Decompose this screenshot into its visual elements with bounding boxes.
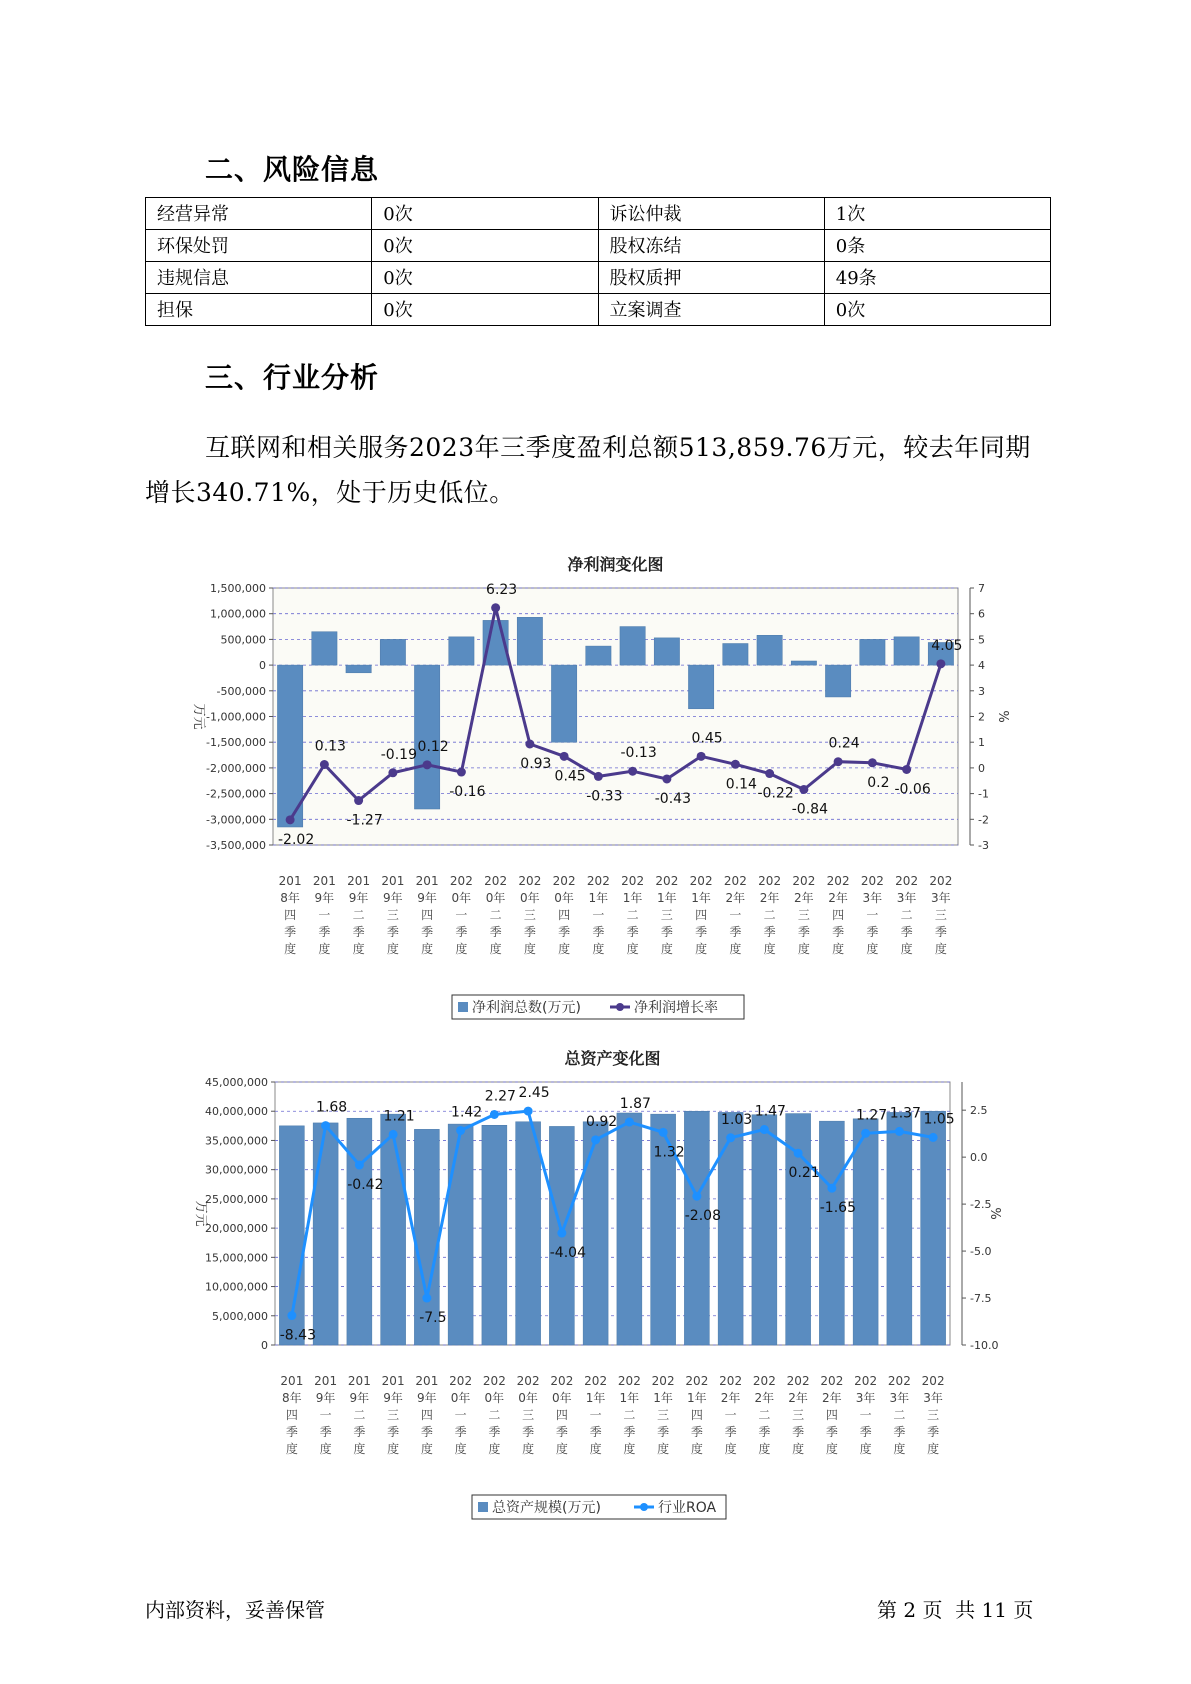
x-tick-label: 202 1年二季度 bbox=[617, 1374, 641, 1456]
chart-title: 总资产变化图 bbox=[564, 1049, 661, 1068]
y-tick-label: 0 bbox=[259, 659, 266, 673]
line-point bbox=[760, 1125, 769, 1134]
data-label: 1.32 bbox=[653, 1144, 685, 1161]
x-tick-label: 201 9年四季度 bbox=[415, 874, 439, 956]
x-tick-label: 202 0年二季度 bbox=[484, 874, 508, 956]
bar bbox=[684, 1111, 709, 1345]
data-label: -0.42 bbox=[347, 1177, 384, 1194]
risk-table-row bbox=[146, 230, 1051, 262]
y2-tick-label: 6 bbox=[978, 607, 985, 621]
bar bbox=[517, 617, 542, 665]
data-label: 0.21 bbox=[788, 1165, 820, 1182]
y-tick-label: 30,000,000 bbox=[205, 1163, 268, 1177]
data-label: -2.02 bbox=[278, 831, 315, 848]
bar bbox=[688, 665, 713, 709]
bar bbox=[887, 1112, 912, 1345]
section-3-title: 三、行业分析 bbox=[205, 361, 380, 394]
x-tick-label: 202 0年一季度 bbox=[449, 1374, 473, 1456]
line-point bbox=[388, 768, 397, 777]
data-label: 0.14 bbox=[725, 776, 757, 793]
y2-axis-label: % bbox=[995, 710, 1010, 723]
x-tick-label: 202 1年三季度 bbox=[651, 1374, 675, 1456]
bar bbox=[346, 665, 371, 673]
bar bbox=[583, 1122, 608, 1345]
x-tick-label: 201 9年三季度 bbox=[381, 874, 405, 956]
data-label: 1.37 bbox=[889, 1105, 921, 1122]
data-label: 1.42 bbox=[451, 1104, 483, 1121]
data-label: -0.19 bbox=[380, 746, 417, 763]
bar bbox=[449, 637, 474, 665]
line-point bbox=[827, 1184, 836, 1193]
bar bbox=[825, 665, 850, 697]
legend-line-label: 净利润增长率 bbox=[634, 1000, 718, 1016]
line-point bbox=[490, 1110, 499, 1119]
x-tick-label: 202 0年四季度 bbox=[550, 1374, 574, 1456]
footer-page-number: 第 2 页 共 11 页 bbox=[877, 1598, 1034, 1622]
data-label: -0.06 bbox=[894, 781, 931, 798]
legend-bar-swatch bbox=[458, 1002, 468, 1012]
y-tick-label: -2,000,000 bbox=[206, 761, 266, 775]
x-tick-label: 202 1年四季度 bbox=[685, 1374, 709, 1456]
y2-tick-label: 1 bbox=[978, 736, 985, 750]
data-label: 0.12 bbox=[417, 738, 449, 755]
data-label: 0.24 bbox=[828, 735, 860, 752]
line-point bbox=[834, 757, 843, 766]
x-tick-label: 202 1年三季度 bbox=[655, 874, 679, 956]
bar bbox=[313, 1123, 338, 1345]
bar bbox=[380, 639, 405, 665]
risk-label: 违规信息 bbox=[146, 262, 372, 294]
risk-value: 0次 bbox=[824, 294, 1050, 326]
legend-bar-label: 净利润总数(万元) bbox=[472, 1000, 581, 1016]
risk-label: 诉讼仲裁 bbox=[598, 198, 824, 230]
line-point bbox=[422, 1294, 431, 1303]
data-label: -2.08 bbox=[684, 1208, 721, 1225]
data-label: -0.22 bbox=[757, 785, 794, 802]
x-tick-label: 202 0年三季度 bbox=[516, 1374, 540, 1456]
y-tick-label: -1,500,000 bbox=[206, 736, 266, 750]
x-tick-label: 202 3年二季度 bbox=[887, 1374, 911, 1456]
net-profit-chart bbox=[0, 540, 1191, 1016]
line-point bbox=[902, 765, 911, 774]
bar bbox=[620, 627, 645, 666]
line-point bbox=[794, 1149, 803, 1158]
x-tick-label: 201 9年一季度 bbox=[314, 1374, 338, 1456]
line-point bbox=[868, 758, 877, 767]
bar bbox=[921, 1111, 946, 1345]
risk-value: 0次 bbox=[372, 262, 598, 294]
bar bbox=[448, 1124, 473, 1345]
y2-tick-label: 7 bbox=[978, 582, 985, 595]
line-point bbox=[423, 760, 432, 769]
y-tick-label: 5,000,000 bbox=[212, 1309, 268, 1323]
bar bbox=[718, 1112, 743, 1345]
x-tick-label: 202 0年一季度 bbox=[449, 874, 473, 956]
bar bbox=[723, 644, 748, 666]
data-label: -0.43 bbox=[654, 790, 691, 807]
x-tick-label: 202 1年四季度 bbox=[689, 874, 713, 956]
y-tick-label: 0 bbox=[261, 1339, 268, 1352]
data-label: 1.21 bbox=[383, 1108, 415, 1125]
total-assets-chart bbox=[0, 1045, 1191, 1516]
risk-value: 1次 bbox=[824, 198, 1050, 230]
data-label: -1.65 bbox=[819, 1200, 856, 1217]
y-tick-label: 1,000,000 bbox=[210, 607, 266, 621]
line-point bbox=[726, 1133, 735, 1142]
x-tick-label: 202 1年二季度 bbox=[621, 874, 645, 956]
y-tick-label: 40,000,000 bbox=[205, 1105, 268, 1119]
line-point bbox=[697, 752, 706, 761]
y-tick-label: -500,000 bbox=[216, 684, 266, 698]
x-tick-label: 201 8年四季度 bbox=[278, 874, 302, 956]
bar bbox=[752, 1115, 777, 1345]
bar bbox=[819, 1121, 844, 1345]
data-label: 4.05 bbox=[931, 637, 963, 654]
line-point bbox=[491, 603, 500, 612]
line-point bbox=[287, 1311, 296, 1320]
line-point bbox=[591, 1135, 600, 1144]
risk-label: 立案调查 bbox=[598, 294, 824, 326]
line-point bbox=[625, 1118, 634, 1127]
y-tick-label: 500,000 bbox=[220, 633, 266, 647]
line-point bbox=[929, 1133, 938, 1142]
line-point bbox=[895, 1127, 904, 1136]
x-tick-label: 202 3年二季度 bbox=[895, 874, 919, 956]
data-label: -8.43 bbox=[279, 1327, 316, 1344]
y2-tick-label: -1 bbox=[978, 787, 989, 801]
y-tick-label: 45,000,000 bbox=[205, 1076, 268, 1089]
x-tick-label: 202 2年四季度 bbox=[826, 874, 850, 956]
line-point bbox=[936, 659, 945, 668]
bar bbox=[312, 632, 337, 665]
line-point bbox=[692, 1192, 701, 1201]
data-label: 0.45 bbox=[554, 768, 586, 785]
y2-tick-label: 0 bbox=[978, 761, 985, 775]
x-tick-label: 201 9年二季度 bbox=[347, 1374, 371, 1456]
data-label: -0.84 bbox=[791, 801, 828, 818]
risk-value: 0条 bbox=[824, 230, 1050, 262]
x-tick-label: 202 2年四季度 bbox=[820, 1374, 844, 1456]
x-tick-label: 202 0年三季度 bbox=[518, 874, 542, 956]
y2-tick-label: 3 bbox=[978, 684, 985, 698]
data-label: 0.45 bbox=[691, 730, 723, 747]
y-tick-label: 15,000,000 bbox=[205, 1251, 268, 1265]
y-tick-label: 10,000,000 bbox=[205, 1280, 268, 1294]
legend-line-marker bbox=[640, 1503, 648, 1511]
risk-label: 股权质押 bbox=[598, 262, 824, 294]
line-point bbox=[659, 1128, 668, 1137]
data-label: -0.33 bbox=[586, 788, 623, 805]
bar bbox=[586, 646, 611, 665]
y2-tick-label: 4 bbox=[978, 659, 985, 673]
bar bbox=[654, 638, 679, 665]
y2-axis-label: % bbox=[987, 1207, 1002, 1220]
line-point bbox=[456, 1126, 465, 1135]
y-axis-label: 万元 bbox=[191, 703, 206, 730]
risk-value: 49条 bbox=[824, 262, 1050, 294]
x-tick-label: 202 2年三季度 bbox=[786, 1374, 810, 1456]
data-label: 2.27 bbox=[484, 1088, 516, 1105]
x-tick-label: 201 8年四季度 bbox=[280, 1374, 304, 1456]
y2-tick-label: -2.5 bbox=[970, 1198, 992, 1212]
data-label: 1.47 bbox=[754, 1103, 786, 1120]
risk-value: 0次 bbox=[372, 294, 598, 326]
line-point bbox=[286, 815, 295, 824]
data-label: -0.16 bbox=[449, 784, 486, 801]
bar bbox=[757, 635, 782, 665]
y2-tick-label: 0.0 bbox=[970, 1151, 988, 1165]
x-tick-label: 202 3年三季度 bbox=[921, 1374, 945, 1456]
bar bbox=[894, 637, 919, 665]
line-point bbox=[628, 767, 637, 776]
footer-confidential: 内部资料，妥善保管 bbox=[145, 1598, 325, 1622]
y2-tick-label: -10.0 bbox=[970, 1339, 999, 1352]
total-assets-chart-svg bbox=[0, 1045, 1191, 1516]
line-point bbox=[524, 1107, 533, 1116]
bar bbox=[860, 639, 885, 665]
y2-tick-label: 2.5 bbox=[970, 1104, 988, 1118]
line-point bbox=[354, 796, 363, 805]
x-tick-label: 201 9年四季度 bbox=[415, 1374, 439, 1456]
bar bbox=[853, 1119, 878, 1345]
data-label: 1.68 bbox=[316, 1099, 348, 1116]
bar bbox=[791, 661, 816, 665]
x-tick-label: 201 9年一季度 bbox=[312, 874, 336, 956]
risk-table-row bbox=[146, 262, 1051, 294]
data-label: 1.87 bbox=[619, 1096, 651, 1113]
y2-tick-label: -2 bbox=[978, 813, 989, 827]
risk-label: 股权冻结 bbox=[598, 230, 824, 262]
data-label: 2.45 bbox=[518, 1085, 550, 1102]
x-tick-label: 202 3年一季度 bbox=[860, 874, 884, 956]
legend-bar-label: 总资产规模(万元) bbox=[492, 1500, 601, 1516]
x-tick-label: 201 9年二季度 bbox=[347, 874, 371, 956]
risk-label: 经营异常 bbox=[146, 198, 372, 230]
y-tick-label: -3,500,000 bbox=[206, 839, 266, 852]
section-2-title: 二、风险信息 bbox=[205, 153, 380, 186]
y-tick-label: -1,000,000 bbox=[206, 710, 266, 724]
y-tick-label: 20,000,000 bbox=[205, 1222, 268, 1236]
x-tick-label: 202 1年一季度 bbox=[586, 874, 610, 956]
risk-value: 0次 bbox=[372, 230, 598, 262]
data-label: -7.5 bbox=[419, 1310, 447, 1327]
line-point bbox=[799, 785, 808, 794]
legend-bar-swatch bbox=[478, 1502, 488, 1512]
data-label: 1.05 bbox=[923, 1111, 955, 1128]
bar bbox=[381, 1114, 406, 1345]
bar bbox=[414, 665, 439, 809]
y2-tick-label: -3 bbox=[978, 839, 989, 852]
line-point bbox=[560, 752, 569, 761]
x-tick-label: 202 3年三季度 bbox=[929, 874, 953, 956]
risk-info-table bbox=[145, 197, 1051, 326]
legend-line-label: 行业ROA bbox=[658, 1500, 717, 1516]
line-point bbox=[594, 772, 603, 781]
risk-table-row bbox=[146, 294, 1051, 326]
data-label: 1.03 bbox=[721, 1111, 753, 1128]
data-label: -1.27 bbox=[346, 812, 383, 829]
line-point bbox=[457, 768, 466, 777]
risk-label: 担保 bbox=[146, 294, 372, 326]
y2-tick-label: 5 bbox=[978, 633, 985, 647]
x-tick-label: 202 3年一季度 bbox=[854, 1374, 878, 1456]
bar bbox=[617, 1113, 642, 1345]
x-tick-label: 202 0年四季度 bbox=[552, 874, 576, 956]
x-tick-label: 202 2年二季度 bbox=[758, 874, 782, 956]
y-tick-label: 1,500,000 bbox=[210, 582, 266, 595]
line-point bbox=[321, 1121, 330, 1130]
line-point bbox=[389, 1130, 398, 1139]
bar bbox=[551, 665, 576, 742]
y2-tick-label: -7.5 bbox=[970, 1292, 992, 1306]
data-label: 1.27 bbox=[856, 1107, 888, 1124]
x-tick-label: 202 2年二季度 bbox=[752, 1374, 776, 1456]
x-tick-label: 202 2年一季度 bbox=[719, 1374, 743, 1456]
bar bbox=[516, 1122, 541, 1345]
line-point bbox=[861, 1129, 870, 1138]
line-point bbox=[765, 769, 774, 778]
line-point bbox=[662, 774, 671, 783]
net-profit-chart-svg bbox=[0, 540, 1191, 1016]
data-label: -0.13 bbox=[620, 745, 657, 762]
x-tick-label: 202 1年一季度 bbox=[584, 1374, 608, 1456]
x-tick-label: 201 9年三季度 bbox=[381, 1374, 405, 1456]
line-point bbox=[731, 760, 740, 769]
data-label: 6.23 bbox=[486, 581, 518, 598]
y2-tick-label: -5.0 bbox=[970, 1245, 992, 1259]
data-label: 0.92 bbox=[586, 1113, 618, 1130]
y-axis-label: 万元 bbox=[193, 1200, 208, 1227]
line-point bbox=[355, 1161, 364, 1170]
bar bbox=[347, 1118, 372, 1345]
data-label: -4.04 bbox=[549, 1245, 586, 1262]
chart-title: 净利润变化图 bbox=[567, 555, 664, 574]
y-tick-label: 35,000,000 bbox=[205, 1134, 268, 1148]
risk-value: 0次 bbox=[372, 198, 598, 230]
risk-label: 环保处罚 bbox=[146, 230, 372, 262]
line-point bbox=[525, 739, 534, 748]
y2-tick-label: 2 bbox=[978, 710, 985, 724]
y-tick-label: -2,500,000 bbox=[206, 787, 266, 801]
data-label: 0.93 bbox=[520, 755, 552, 772]
y-tick-label: 25,000,000 bbox=[205, 1192, 268, 1206]
y-tick-label: -3,000,000 bbox=[206, 813, 266, 827]
data-label: 0.2 bbox=[867, 774, 890, 791]
x-tick-label: 202 0年二季度 bbox=[482, 1374, 506, 1456]
bar bbox=[482, 1125, 507, 1345]
line-point bbox=[320, 760, 329, 769]
x-tick-label: 202 2年三季度 bbox=[792, 874, 816, 956]
legend-line-marker bbox=[616, 1003, 624, 1011]
x-tick-label: 202 2年一季度 bbox=[723, 874, 747, 956]
data-label: 0.13 bbox=[314, 738, 346, 755]
industry-analysis-paragraph: 互联网和相关服务2023年三季度盈利总额513,859.76万元，较去年同期增长340.71%，处于历史低位。 bbox=[145, 433, 1031, 507]
line-point bbox=[557, 1229, 566, 1238]
risk-table-row bbox=[146, 198, 1051, 230]
